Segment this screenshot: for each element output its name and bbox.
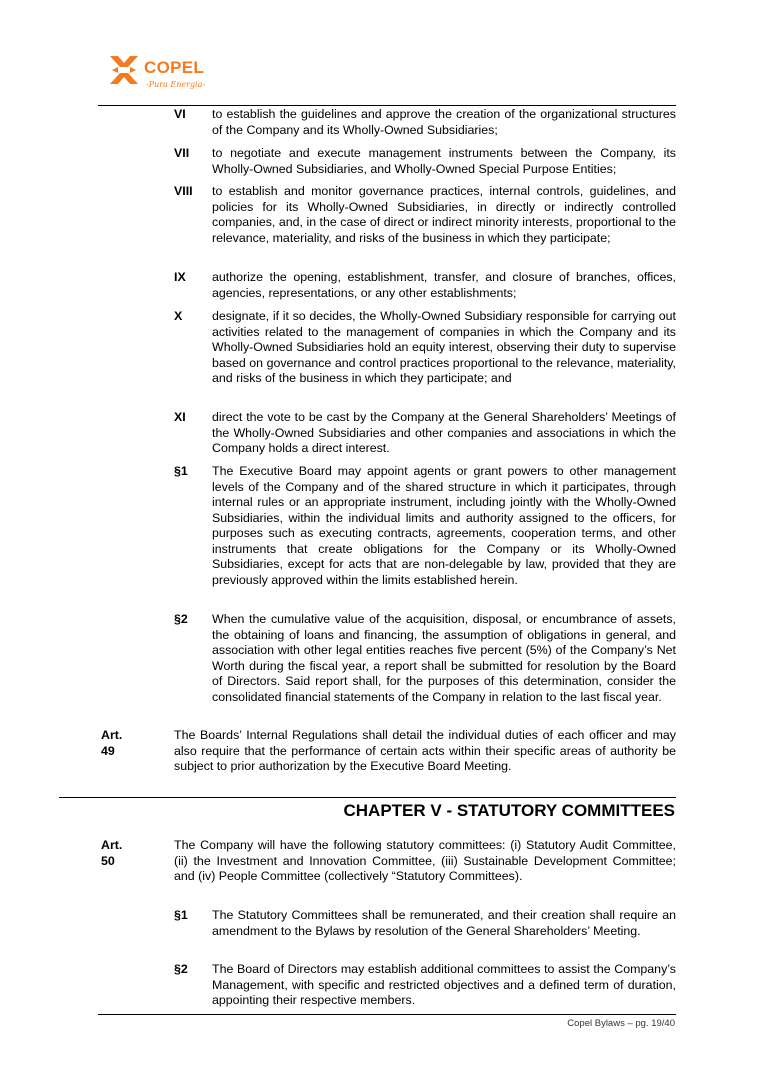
item-text: The Board of Directors may establish additional committees to assist the Company’s Management, with specific and restricted objectives and a defined term of duration, appointing their respective members. — [212, 962, 676, 1007]
item-label: §1 — [174, 464, 188, 478]
item-text: to establish and monitor governance practices, internal controls, guidelines, and policies for its Wholly-Owned Subsidiaries, in directly or indirectly controlled companies, and, in the case of direct or indirect minority interests, proportional to the relevance, materiality, and risks of the business in which they participate; — [212, 184, 676, 245]
chapter-title: CHAPTER V - STATUTORY COMMITTEES — [343, 801, 675, 820]
item-label: §1 — [174, 908, 188, 922]
header-divider — [98, 105, 676, 106]
item-label: §2 — [174, 612, 188, 626]
item-label: VIII — [174, 184, 193, 198]
item-text: to negotiate and execute management instruments between the Company, its Wholly-Owned Subsidiaries, and Wholly-Owned Special Purpose Entities; — [212, 146, 676, 176]
item-label: VII — [174, 146, 190, 160]
chapter-divider — [59, 797, 676, 798]
item-text: authorize the opening, establishment, transfer, and closure of branches, offices, agencies, representations, or any other establishments; — [212, 270, 676, 300]
copel-logo — [108, 54, 218, 98]
item-label: XI — [174, 410, 186, 424]
item-label: VI — [174, 107, 186, 121]
article-label: Art. 49 — [101, 728, 123, 758]
article-label: Art. 50 — [101, 838, 123, 868]
item-text: to establish the guidelines and approve the creation of the organizational structures of the Company and its Wholly-Owned Subsidiaries; — [212, 107, 676, 137]
footer-divider — [98, 1014, 676, 1015]
item-text: designate, if it so decides, the Wholly-Owned Subsidiary responsible for carrying out activities related to the management of companies in which the Company and its Wholly-Owned Subsidiaries hold an equity interest, observing their duty to supervise based on governance and control practices proportional to the relevance, materiality, and risks of the business in which they participate; and — [212, 309, 676, 385]
article-text: The Boards’ Internal Regulations shall detail the individual duties of each officer and may also require that the performance of certain acts within their specific areas of authority be subject to prior authorization by the Executive Board Meeting. — [174, 728, 676, 773]
item-label: X — [174, 309, 183, 323]
logo-wordmark: COPEL — [144, 58, 205, 77]
item-text: The Executive Board may appoint agents or grant powers to other management levels of the Company and of the shared structure in which it participates, through internal rules or an appropriate instrument, including jointly with the Wholly-Owned Subsidiaries, within the individual limits and authority assigned to the officers, for purposes such as executing contracts, agreements, cooperation terms, and other instruments that create obligations for the Company or its Wholly-Owned Subsidiaries, except for acts that are non-delegable by law, provided that they are previously approved within the limits established herein. — [212, 464, 676, 587]
item-label: §2 — [174, 962, 188, 976]
copel-logo-icon — [108, 54, 140, 86]
item-text: When the cumulative value of the acquisition, disposal, or encumbrance of assets, the obtaining of loans and financing, the assumption of obligations in general, and association with other legal entities reaches five percent (5%) of the Company’s Net Worth during the fiscal year, a report shall be submitted for resolution by the Board of Directors. Said report shall, for the purposes of this determination, consider the consolidated financial statements of the Company in relation to the last fiscal year. — [212, 612, 676, 704]
article-text: The Company will have the following statutory committees: (i) Statutory Audit Committee, (ii) the Investment and Innovation Committee, (iii) Sustainable Development Committee; and (iv) People Committee (collectively “Statutory Committees). — [174, 838, 676, 883]
page-footer: Copel Bylaws – pg. 19/40 — [567, 1018, 675, 1029]
item-text: The Statutory Committees shall be remunerated, and their creation shall require an amendment to the Bylaws by resolution of the General Shareholders’ Meeting. — [212, 908, 676, 938]
logo-tagline: -Pura Energia- — [146, 80, 206, 89]
item-text: direct the vote to be cast by the Company at the General Shareholders’ Meetings of the Wholly-Owned Subsidiaries and other companies and associations in which the Company holds a direct interest. — [212, 410, 676, 455]
item-label: IX — [174, 270, 186, 284]
